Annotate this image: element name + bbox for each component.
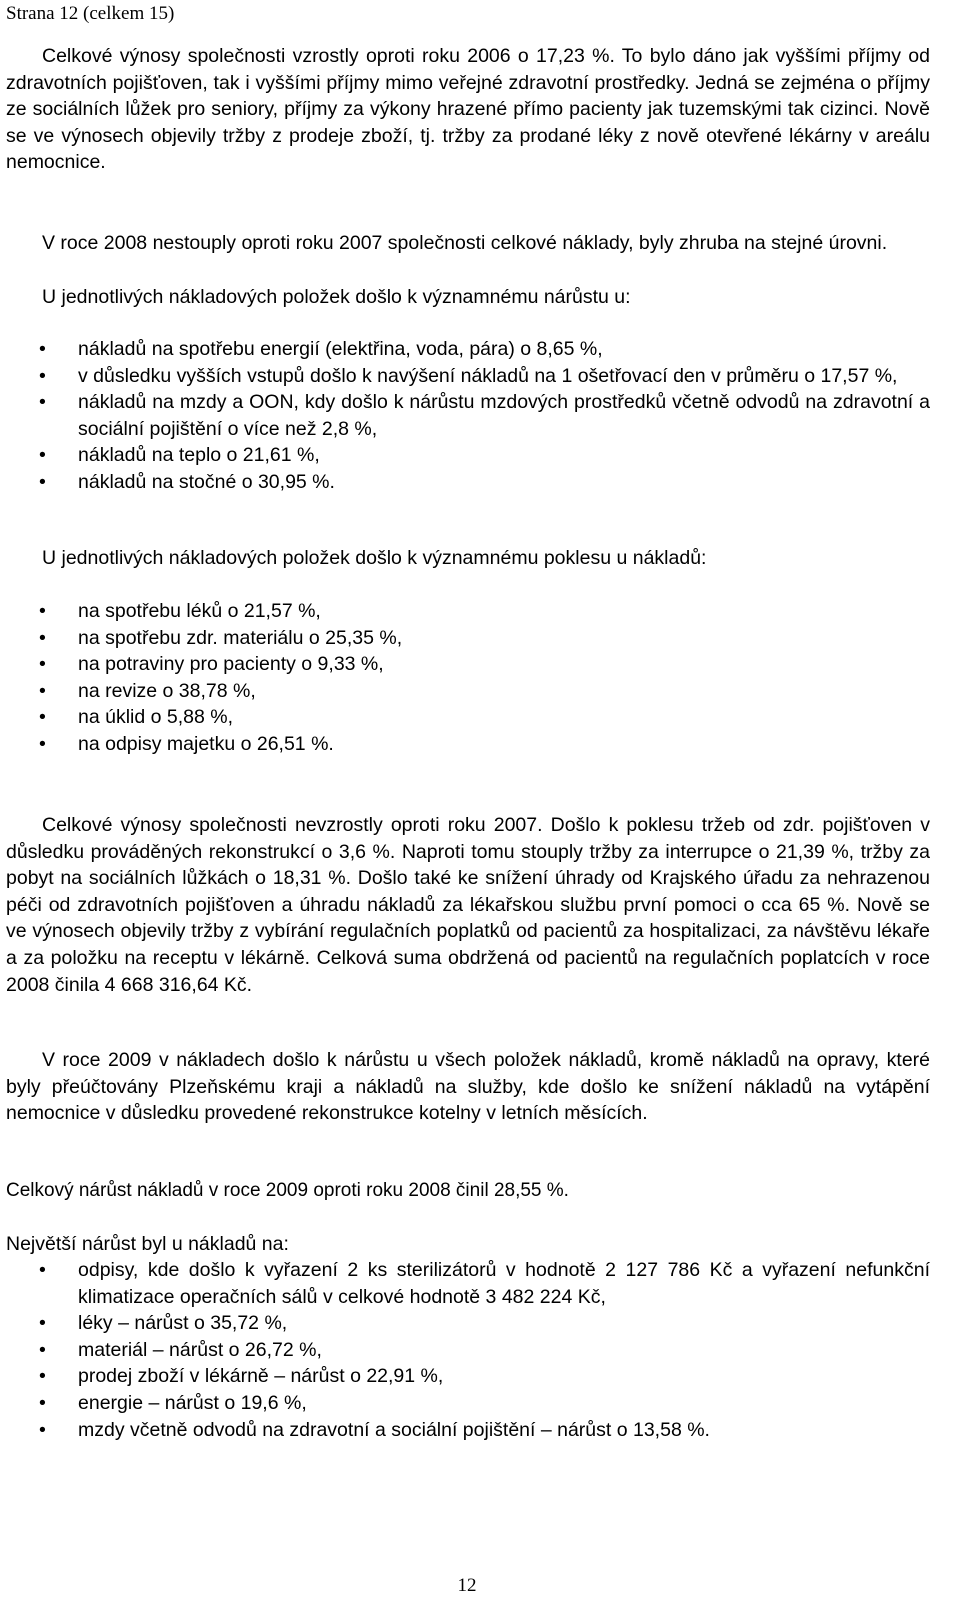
bullet-icon: • [39,338,46,360]
list-item [0,1390,930,1417]
list-item [0,1337,930,1364]
list-item-text: na potraviny pro pacienty o 9,33 %, [78,653,384,676]
page-header: Strana 12 (celkem 15) [6,3,175,24]
list-item-text: energie – nárůst o 19,6 %, [78,1391,307,1414]
list-item-text: nákladů na stočné o 30,95 %. [78,470,335,493]
paragraph-costs-2008: V roce 2008 nestouply oproti roku 2007 společnosti celkové náklady, byly zhruba na stejné úrovni. [42,232,888,254]
paragraph-increase-intro: U jednotlivých nákladových položek došlo k významnému nárůstu u: [42,286,631,308]
list-cost-increase [0,336,930,496]
bullet-icon: • [39,600,46,622]
list-item-text: nákladů na mzdy a OON, kdy došlo k nárůstu mzdových prostředků včetně odvodů na zdravotní a sociální pojištění o více než 2,8 %, [78,391,930,440]
bullet-icon: • [39,470,46,493]
list-item-text: na odpisy majetku o 26,51 %. [78,732,334,755]
bullet-icon: • [39,444,46,467]
page-number: 12 [457,1575,477,1596]
bullet-icon: • [39,1391,46,1414]
paragraph-total-increase: Celkový nárůst nákladů v roce 2009 oproti roku 2008 činil 28,55 %. [6,1180,569,1201]
paragraph-decrease-intro: U jednotlivých nákladových položek došlo k významnému poklesu u nákladů: [42,547,707,569]
list-item-text: léky – nárůst o 35,72 %, [78,1312,288,1335]
list-item-text: na spotřebu léků o 21,57 %, [78,600,321,622]
bullet-icon: • [39,653,46,676]
bullet-icon: • [39,1338,46,1361]
list-item-text: na spotřebu zdr. materiálu o 25,35 %, [78,626,403,649]
bullet-icon: • [39,1312,46,1335]
bullet-icon: • [39,1259,46,1281]
bullet-icon: • [39,364,46,387]
paragraph-costs-2009: V roce 2009 v nákladech došlo k nárůstu u všech položek nákladů, kromě nákladů na opravy, které byly přeúčtovány Plzeňskému kraji a nákladů na služby, kde došlo ke snížení nákladů na vytápění nemocnice v důsledku provedené rekonstrukce kotelny v letních měsících. [6,1049,930,1125]
list-item-text: mzdy včetně odvodů na zdravotní a sociální pojištění – nárůst o 13,58 %. [78,1418,710,1441]
list-item [0,469,930,496]
list-item [0,389,930,442]
list-item [0,1257,930,1310]
paragraph-revenue-2007: Celkové výnosy společnosti vzrostly oproti roku 2006 o 17,23 %. To bylo dáno jak vyššími příjmy od zdravotních pojišťoven, tak i vyššími příjmy mimo veřejné zdravotní prostředky. Jedná se zejména o příjmy ze sociálních lůžek pro seniory, příjmy za výkony hrazené přímo pacienty jak tuzemskými tak cizinci. Nově se ve výnosech objevily tržby z prodeje zboží, tj. tržby za prodané léky z nově otevřené lékárny v areálu nemocnice. [6,45,930,174]
list-item [0,336,930,363]
list-item-text: na úklid o 5,88 %, [78,706,234,729]
bullet-icon: • [39,732,46,755]
bullet-icon: • [39,679,46,702]
list-item [0,1310,930,1337]
list-item [0,651,930,678]
list-item [0,442,930,469]
list-item [0,731,930,758]
list-item-text: nákladů na teplo o 21,61 %, [78,444,320,467]
list-item-text: na revize o 38,78 %, [78,679,256,702]
list-largest-increase [0,1257,930,1443]
bullet-icon: • [39,1365,46,1388]
paragraph-largest-intro: Největší nárůst byl u nákladů na: [6,1233,289,1255]
list-item [0,598,930,625]
list-item [0,678,930,705]
list-item [0,625,930,652]
list-item-text: nákladů na spotřebu energií (elektřina, voda, pára) o 8,65 %, [78,338,603,360]
bullet-icon: • [39,391,46,414]
bullet-icon: • [39,1418,46,1441]
list-item [0,1363,930,1390]
paragraph-revenue-2008: Celkové výnosy společnosti nevzrostly oproti roku 2007. Došlo k poklesu tržeb od zdr. pojišťoven v důsledku prováděných rekonstrukcí o 3,6 %. Naproti tomu stouply tržby za interrupce o 21,39 %, tržby za pobyt na sociálních lůžkách o 18,31 %. Došlo také ke snížení úhrady od Krajského úřadu za nehrazenou péči od zdravotních pojišťoven a úhradu nákladů za lékařskou službu první pomoci o cca 65 %. Nově se ve výnosech objevily tržby z vybírání regulačních poplatků od pacientů za hospitalizaci, za návštěvu lékaře a za položku na receptu v lékárně. Celková suma obdržená od pacientů na regulačních poplatcích v roce 2008 činila 4 668 316,64 Kč. [6,814,930,996]
bullet-icon: • [39,706,46,729]
list-item [0,363,930,390]
bullet-icon: • [39,626,46,649]
list-item-text: odpisy, kde došlo k vyřazení 2 ks sterilizátorů v hodnotě 2 127 786 Kč a vyřazení nefunkční klimatizace operačních sálů v celkové hodnotě 3 482 224 Kč, [78,1259,930,1308]
list-cost-decrease [0,598,930,758]
list-item-text: v důsledku vyšších vstupů došlo k navýšení nákladů na 1 ošetřovací den v průměru o 17,57 %, [78,364,898,387]
list-item-text: materiál – nárůst o 26,72 %, [78,1338,322,1361]
list-item [0,704,930,731]
list-item [0,1417,930,1444]
list-item-text: prodej zboží v lékárně – nárůst o 22,91 %, [78,1365,444,1388]
